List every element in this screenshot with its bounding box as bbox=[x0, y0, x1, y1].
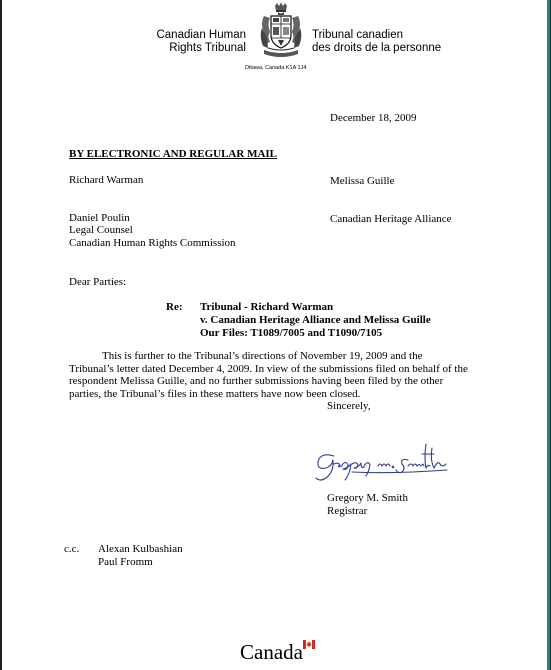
org-name-fr-line1: Tribunal canadien bbox=[312, 29, 403, 41]
letter-date: December 18, 2009 bbox=[330, 112, 417, 124]
recipient-organization: Canadian Human Rights Commission bbox=[69, 237, 236, 249]
recipient-organization: Canadian Heritage Alliance bbox=[330, 213, 452, 225]
letterhead-english bbox=[156, 29, 246, 55]
canada-flag-icon bbox=[303, 640, 315, 649]
handwritten-signature bbox=[312, 438, 467, 488]
delivery-method: BY ELECTRONIC AND REGULAR MAIL bbox=[69, 148, 278, 160]
page-left-border bbox=[0, 0, 2, 670]
cc-name: Paul Fromm bbox=[98, 556, 153, 568]
signatory-title: Registrar bbox=[327, 505, 368, 517]
recipient-name: Richard Warman bbox=[69, 174, 144, 186]
cc-label: c.c. bbox=[64, 543, 80, 555]
salutation: Dear Parties: bbox=[69, 276, 127, 288]
cc-name: Alexan Kulbashian bbox=[98, 543, 183, 555]
coat-of-arms-icon bbox=[258, 2, 304, 60]
recipient-title: Legal Counsel bbox=[69, 224, 133, 236]
re-label: Re: bbox=[166, 301, 183, 313]
re-line: v. Canadian Heritage Alliance and Melissa Guille bbox=[200, 314, 431, 326]
body-paragraph bbox=[69, 350, 469, 400]
body-text: This is further to the Tribunal’s directions of November 19, 2009 and the Tribunal’s letter dated December 4, 2009. In view of the submissions filed on behalf of the respondent Melissa Guille, and no further submissions having been filed by the other parties, the Tribunal’s files in these matters have now been closed. bbox=[69, 350, 468, 400]
re-file-numbers: Our Files: T1089/7005 and T1090/7105 bbox=[200, 327, 383, 339]
org-name-en-line2: Rights Tribunal bbox=[169, 42, 246, 54]
recipient-name: Daniel Poulin bbox=[69, 212, 130, 224]
org-name-fr-line2: des droits de la personne bbox=[312, 42, 442, 54]
closing: Sincerely, bbox=[327, 400, 371, 412]
signatory-name: Gregory M. Smith bbox=[327, 492, 408, 504]
canada-wordmark: Canada bbox=[240, 640, 303, 664]
org-name-en-line1: Canadian Human bbox=[156, 29, 246, 41]
letterhead-french bbox=[312, 29, 441, 55]
recipient-name: Melissa Guille bbox=[330, 175, 395, 187]
re-line: Tribunal - Richard Warman bbox=[200, 301, 334, 313]
letterhead-address: Ottawa, Canada K1A 1J4 bbox=[244, 65, 307, 71]
